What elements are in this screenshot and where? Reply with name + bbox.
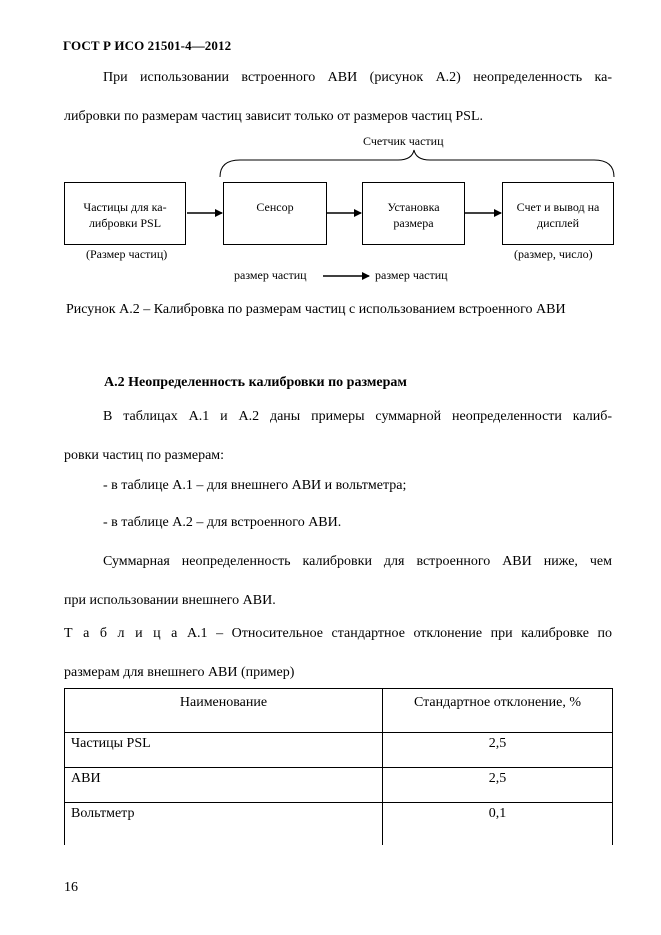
table-row bbox=[65, 768, 613, 803]
section-p1-line-2: ровки частиц по размерам: bbox=[64, 448, 225, 463]
section-heading: А.2 Неопределенность калибровки по размерам bbox=[104, 375, 407, 390]
table-header-name: Наименование bbox=[65, 689, 383, 733]
table-cell-name: АВИ bbox=[65, 768, 383, 803]
section-paragraph-2 bbox=[64, 542, 612, 620]
table-row bbox=[65, 733, 613, 768]
table-a1 bbox=[64, 688, 613, 845]
section-paragraph-1 bbox=[64, 397, 612, 475]
intro-line-2: либровки по размерам частиц зависит только от размеров частиц PSL. bbox=[64, 109, 484, 124]
left-note: (Размер частиц) bbox=[86, 247, 168, 261]
legend-to-label: размер частиц bbox=[375, 268, 448, 282]
brace-label: Счетчик частиц bbox=[363, 134, 444, 148]
table-header-deviation: Стандартное отклонение, % bbox=[383, 689, 613, 733]
table-title-prefix: Т а б л и ц а bbox=[64, 626, 179, 641]
bullet-2: - в таблице А.2 – для встроенного АВИ. bbox=[103, 515, 342, 530]
bullet-1: - в таблице А.1 – для внешнего АВИ и вольтметра; bbox=[103, 478, 407, 493]
page-number: 16 bbox=[64, 880, 78, 895]
section-p1-line-1: В таблицах А.1 и А.2 даны примеры суммарной неопределенности калиб- bbox=[103, 409, 612, 424]
figure-caption: Рисунок А.2 – Калибровка по размерам частиц с использованием встроенного АВИ bbox=[66, 302, 566, 317]
table-header-row bbox=[65, 689, 613, 733]
intro-line-1: При использовании встроенного АВИ (рисунок А.2) неопределенность ка- bbox=[103, 70, 612, 85]
section-p2-line-1: Суммарная неопределенность калибровки для встроенного АВИ ниже, чем bbox=[103, 554, 612, 569]
table-title bbox=[64, 614, 612, 692]
curly-brace bbox=[220, 150, 614, 177]
box-calibration-particles: Частицы для ка- либровки PSL bbox=[64, 182, 186, 245]
legend-from-label: размер частиц bbox=[234, 268, 307, 282]
table-cell-value: 2,5 bbox=[383, 768, 613, 803]
table-row bbox=[65, 803, 613, 846]
table-cell-name: Вольтметр bbox=[65, 803, 383, 846]
table-cell-name: Частицы PSL bbox=[65, 733, 383, 768]
box-sensor: Сенсор bbox=[223, 182, 327, 245]
table-title-line-2: размерам для внешнего АВИ (пример) bbox=[64, 665, 295, 680]
table-cell-value: 2,5 bbox=[383, 733, 613, 768]
box-count-display: Счет и вывод на дисплей bbox=[502, 182, 614, 245]
table-title-line-1: А.1 – Относительное стандартное отклонение при калибровке по bbox=[186, 626, 613, 641]
box-size-setting: Установка размера bbox=[362, 182, 465, 245]
section-p2-line-2: при использовании внешнего АВИ. bbox=[64, 593, 276, 608]
document-code-header: ГОСТ Р ИСО 21501-4—2012 bbox=[63, 38, 232, 53]
right-note: (размер, число) bbox=[514, 247, 593, 261]
table-cell-value: 0,1 bbox=[383, 803, 613, 846]
